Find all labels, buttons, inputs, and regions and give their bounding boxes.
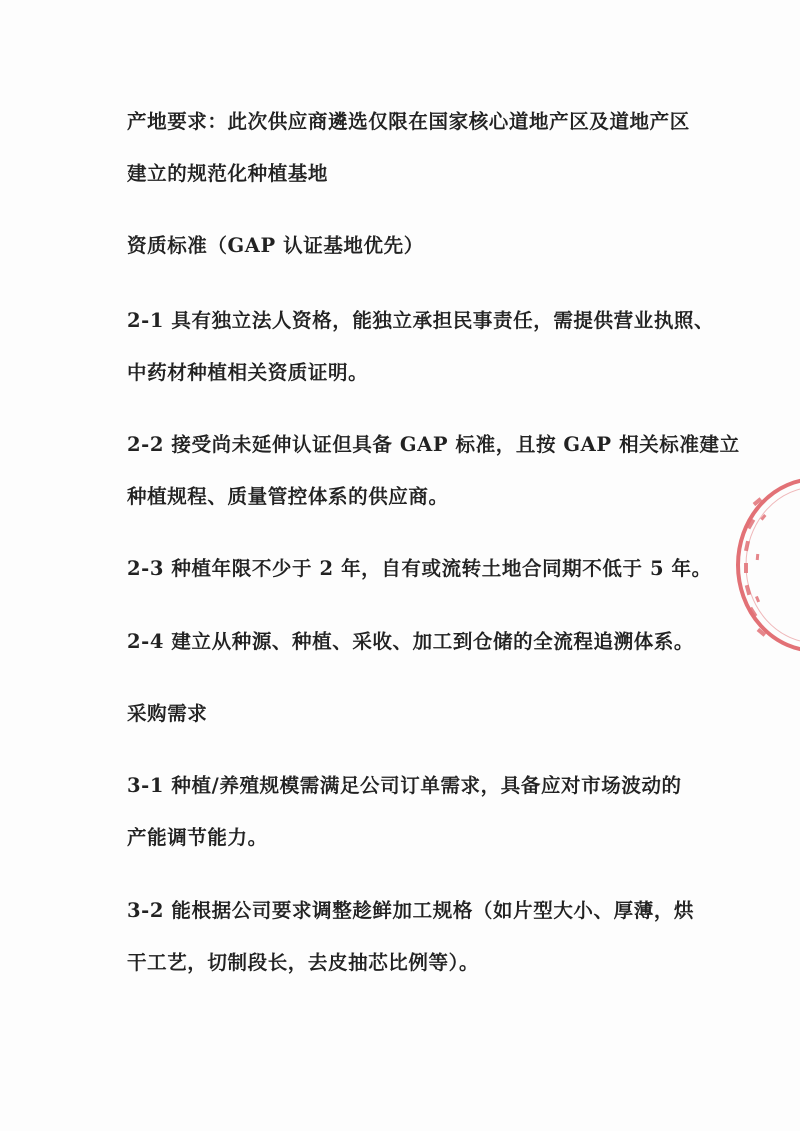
item-2-1-line-1: 2-1 具有独立法人资格，能独立承担民事责任，需提供营业执照、 (127, 309, 715, 332)
item-2-3: 2-3 种植年限不少于 2 年，自有或流转土地合同期不低于 5 年。 (127, 557, 712, 580)
item-3-1-line-2: 产能调节能力。 (127, 826, 268, 849)
item-3-2-line-2: 干工艺，切制段长，去皮抽芯比例等）。 (127, 951, 480, 974)
procurement-heading: 采购需求 (127, 702, 208, 725)
seal-graphic (738, 479, 800, 651)
item-2-4: 2-4 建立从种源、种植、采收、加工到仓储的全流程追溯体系。 (127, 630, 695, 653)
item-2-2-line-2: 种植规程、质量管控体系的供应商。 (127, 485, 449, 508)
company-seal-stamp (728, 470, 800, 660)
item-3-2-line-1: 3-2 能根据公司要求调整趁鲜加工规格（如片型大小、厚薄，烘 (127, 899, 695, 922)
item-2-1-line-2: 中药材种植相关资质证明。 (127, 361, 369, 384)
origin-requirement-line-1: 产地要求：此次供应商遴选仅限在国家核心道地产区及道地产区 (127, 110, 690, 133)
qualification-heading: 资质标准（GAP 认证基地优先） (127, 234, 424, 257)
item-3-1-line-1: 3-1 种植/养殖规模需满足公司订单需求，具备应对市场波动的 (127, 774, 682, 797)
item-2-2-line-1: 2-2 接受尚未延伸认证但具备 GAP 标准，且按 GAP 相关标准建立 (127, 433, 740, 456)
origin-requirement-line-2: 建立的规范化种植基地 (127, 162, 329, 185)
